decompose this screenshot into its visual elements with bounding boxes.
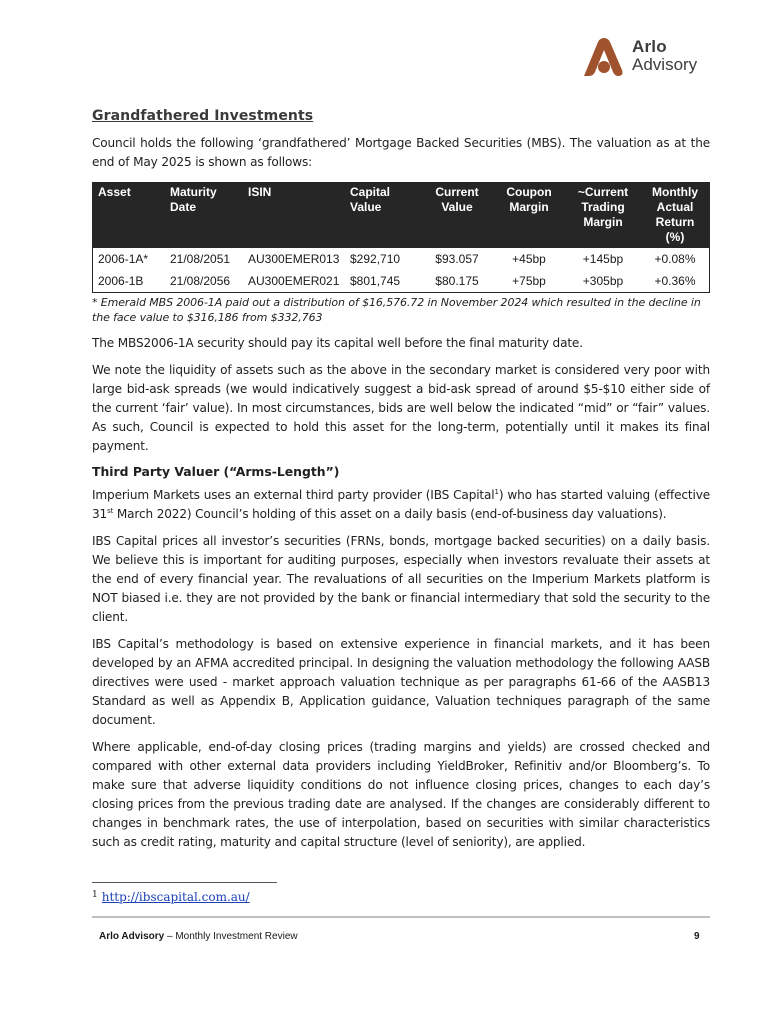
header-asset: Asset <box>93 183 166 249</box>
header-coupon-margin: Coupon Margin <box>493 183 565 249</box>
intro-paragraph: Council holds the following ‘grandfathered’ Mortgage Backed Securities (MBS). The valuation as at the end of May 2025 is shown as follows: <box>92 136 710 169</box>
arlo-logo-icon <box>582 36 626 80</box>
footer-separator: – <box>164 931 176 942</box>
header-trading-margin: ~Current Trading Margin <box>565 183 641 249</box>
footer-brand: Arlo Advisory <box>99 931 165 942</box>
securities-table <box>92 182 710 293</box>
header-capital-value: Capital Value <box>345 183 421 249</box>
cell-maturity: 21/08/2051 <box>170 252 231 266</box>
p3-text-a: Imperium Markets uses an external third party provider (IBS Capital <box>92 488 495 502</box>
footer-label <box>99 931 298 942</box>
footnote-divider <box>92 882 277 883</box>
table-note: * Emerald MBS 2006-1A paid out a distribution of $16,576.72 in November 2024 which resulted in the decline in the face value to $316,186 from $332,763 <box>92 296 701 324</box>
footnote-link[interactable]: http://ibscapital.com.au/ <box>101 890 250 904</box>
cell-trading-margin: +305bp <box>582 274 624 288</box>
footnote <box>92 890 250 904</box>
paragraph-5: IBS Capital’s methodology is based on extensive experience in financial markets, and it has been developed by an AFMA accredited principal. In designing the valuation methodology the following AASB directives were used - market approach valuation technique as per paragraphs 61-66 of the AASB13 Standard as well as Appendix B, Application guidance, Valuation techniques paragraph of the same document. <box>92 637 710 727</box>
header-maturity-date: Maturity Date <box>165 183 243 249</box>
logo-line-2: Advisory <box>632 55 698 74</box>
subheading-third-party-valuer: Third Party Valuer (“Arms-Length”) <box>92 464 340 479</box>
cell-capital-value: $801,745 <box>350 274 401 288</box>
ordinal-suffix: st <box>107 506 114 515</box>
header-current-value: Current Value <box>421 183 493 249</box>
table-header-row <box>93 183 710 249</box>
footer-divider <box>92 916 710 918</box>
cell-isin: AU300EMER021 <box>248 274 340 288</box>
paragraph-2: We note the liquidity of assets such as the above in the secondary market is considered very poor with large bid-ask spreads (we would indicatively suggest a bid-ask spread of around $5-$10 either side of the current ‘fair’ value). In most circumstances, bids are well below the indicated “mid” or “fair” values. As such, Council is expected to hold this asset for the long-term, potentially until it makes its final payment. <box>92 363 710 453</box>
cell-isin: AU300EMER013 <box>248 252 340 266</box>
cell-current-value: $80.175 <box>435 274 479 288</box>
cell-maturity: 21/08/2056 <box>170 274 231 288</box>
cell-monthly-return: +0.08% <box>654 252 696 266</box>
table-row <box>93 270 710 293</box>
header-monthly-return: Monthly Actual Return (%) <box>641 183 710 249</box>
footnote-number: 1 <box>92 890 98 900</box>
cell-asset: 2006-1A* <box>98 252 149 266</box>
section-title: Grandfathered Investments <box>92 108 314 124</box>
cell-current-value: $93.057 <box>435 252 479 266</box>
paragraph-3 <box>92 486 710 524</box>
footnote-ref: 1 <box>494 487 499 496</box>
logo-wordmark <box>632 38 697 73</box>
paragraph-6: Where applicable, end-of-day closing prices (trading margins and yields) are crossed checked and compared with other external data providers including YieldBroker, Refinitiv and/or Bloomberg’s. To make sure that adverse liquidity conditions do not influence closing prices, changes to each day’s closing prices from the previous trading date are analysed. If the changes are considerably different to changes in benchmark rates, the use of interpolation, based on securities with similar characteristics such as credit rating, maturity and capital structure (level of seniority), are applied. <box>92 740 710 849</box>
cell-capital-value: $292,710 <box>350 252 401 266</box>
cell-monthly-return: +0.36% <box>654 274 696 288</box>
table-row <box>93 248 710 270</box>
header-isin: ISIN <box>243 183 345 249</box>
paragraph-1: The MBS2006-1A security should pay its capital well before the final maturity date. <box>92 336 583 350</box>
p3-text-c: March 2022) Council’s holding of this asset on a daily basis (end-of-business day valuations). <box>113 507 667 521</box>
cell-trading-margin: +145bp <box>582 252 624 266</box>
arlo-advisory-logo <box>582 36 712 80</box>
cell-coupon-margin: +75bp <box>512 274 546 288</box>
page-number: 9 <box>694 931 700 942</box>
logo-line-1: Arlo <box>632 37 667 56</box>
paragraph-4: IBS Capital prices all investor’s securities (FRNs, bonds, mortgage backed securities) on a daily basis. We believe this is important for auditing purposes, especially when investors revaluate their assets at the end of every financial year. The revaluations of all securities on the Imperium Markets platform is NOT biased i.e. they are not provided by the bank or financial intermediary that sold the security to the client. <box>92 534 710 624</box>
main-content <box>92 108 710 860</box>
footer-report-name: Monthly Investment Review <box>175 931 298 942</box>
cell-asset: 2006-1B <box>98 274 144 288</box>
cell-coupon-margin: +45bp <box>512 252 546 266</box>
p3-text-b: ) who has started valuing (effective 31 <box>92 488 710 521</box>
